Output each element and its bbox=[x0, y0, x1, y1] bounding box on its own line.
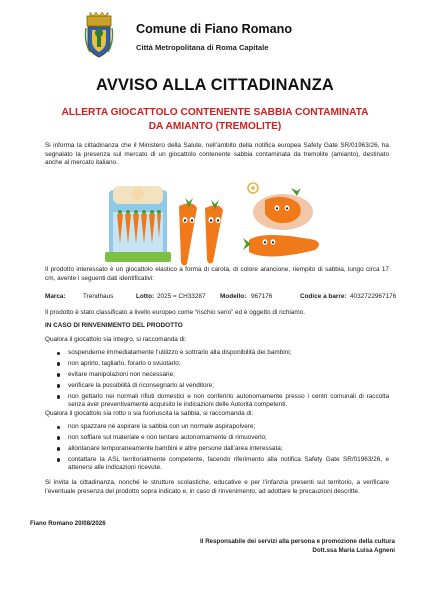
closing-paragraph: Si invita la cittadinanza, nonché le strutture scolastiche, educative e per l’infanzia presenti sul territorio, a verificare l’eventuale presenza del prodotto sopra indicato e, in caso di rinvenimento, ad adottare le precauzioni descritte. bbox=[45, 479, 389, 495]
lot-label: Lotto: bbox=[136, 293, 155, 300]
broken-intro: Qualora il giocattolo sia rotto o sia fuoriuscita la sabbia, si raccomanda di: bbox=[45, 410, 254, 417]
product-identification bbox=[45, 293, 395, 303]
list-item: evitare manipolazioni non necessarie; bbox=[45, 371, 389, 380]
bullet-icon bbox=[57, 458, 60, 461]
municipality-name: Comune di Fiano Romano bbox=[136, 22, 293, 36]
metropolitan-city: Città Metropolitana di Roma Capitale bbox=[136, 43, 269, 52]
signer-role: Il Responsabile dei servizi alla persona e promozione della cultura bbox=[200, 538, 395, 545]
brand-label: Marca: bbox=[45, 293, 66, 300]
intact-intro: Qualora il giocattolo sia integro, si raccomanda di: bbox=[45, 336, 187, 343]
bullet-icon bbox=[57, 395, 60, 398]
risk-note: Il prodotto è stato classificato a livello europeo come “rischio serio” ed è oggetto di richiamo. bbox=[45, 309, 306, 316]
intro-paragraph: Si informa la cittadinanza che il Ministero della Salute, nell’ambito della notifica europea Safety Gate SR/01963/26, ha segnalato la presenza sul mercato di un giocattolo contenente sabbia contaminata da tremolite (amianto), destinato anche al mercato italiano. bbox=[45, 142, 389, 167]
intact-list bbox=[45, 349, 389, 412]
broken-list bbox=[45, 423, 389, 475]
list-item: sospenderne immediatamente l’utilizzo e sottrarlo alla disponibilità dei bambini; bbox=[45, 349, 389, 358]
product-photo bbox=[95, 178, 335, 268]
alert-title: ALLERTA GIOCATTOLO CONTENENTE SABBIA CONTAMINATA DA AMIANTO (TREMOLITE) bbox=[61, 107, 369, 132]
list-item: non soffiare sul materiale e non tentare autonomamente di rimuoverlo; bbox=[45, 434, 389, 443]
lot-value: 2025 = CH33287 bbox=[157, 293, 206, 300]
brand-value: Trendhaus bbox=[83, 293, 114, 300]
barcode-label: Codice a barre: bbox=[300, 293, 347, 300]
municipality-header bbox=[84, 12, 384, 62]
product-description: Il prodotto interessato è un giocattolo elastico a forma di carota, di colore arancione, riempito di sabbia, lungo circa 17 cm, avente i seguenti dati identificativi: bbox=[45, 266, 389, 282]
list-item: non spazzare né aspirare la sabbia con un normale aspirapolvere; bbox=[45, 423, 389, 432]
model-value: 967176 bbox=[251, 293, 273, 300]
barcode-value: 4032722967176 bbox=[350, 293, 397, 300]
model-label: Modello: bbox=[220, 293, 247, 300]
bullet-icon bbox=[57, 447, 60, 450]
bullet-icon bbox=[57, 436, 60, 439]
notice-title: AVVISO ALLA CITTADINANZA bbox=[96, 76, 334, 94]
bullet-icon bbox=[57, 426, 60, 429]
coat-of-arms-icon bbox=[84, 12, 114, 58]
bullet-icon bbox=[57, 384, 60, 387]
list-item: contattare la ASL territorialmente competente, facendo riferimento alla notifica Safety Gate SR/01963/26, e attenersi alle indicazioni ricevute. bbox=[45, 456, 389, 473]
list-item: non aprirlo, tagliarlo, forarlo o svuotarlo; bbox=[45, 360, 389, 369]
list-item: non gettarlo nei normali rifiuti domestici e non conferirlo autonomamente presso i centri comunali di raccolta senza aver preventivamente acquisito le indicazioni delle Autorità competenti. bbox=[45, 393, 389, 410]
list-item: allontanare temporaneamente bambini e altre persone dall’area interessata; bbox=[45, 445, 389, 454]
carrot-toy bbox=[179, 198, 197, 266]
place-and-date: Fiano Romano 20/08/2026 bbox=[30, 520, 106, 527]
bullet-icon bbox=[57, 352, 60, 355]
section-heading: IN CASO DI RINVENIMENTO DEL PRODOTTO bbox=[45, 322, 183, 329]
signature-block bbox=[150, 538, 395, 555]
display-box bbox=[105, 186, 171, 262]
list-item: verificare la possibilità di riconsegnarlo al venditore; bbox=[45, 382, 389, 391]
bullet-icon bbox=[57, 373, 60, 376]
bullet-icon bbox=[57, 362, 60, 365]
signer-name: Dott.ssa Maria Luisa Agneni bbox=[312, 546, 395, 554]
